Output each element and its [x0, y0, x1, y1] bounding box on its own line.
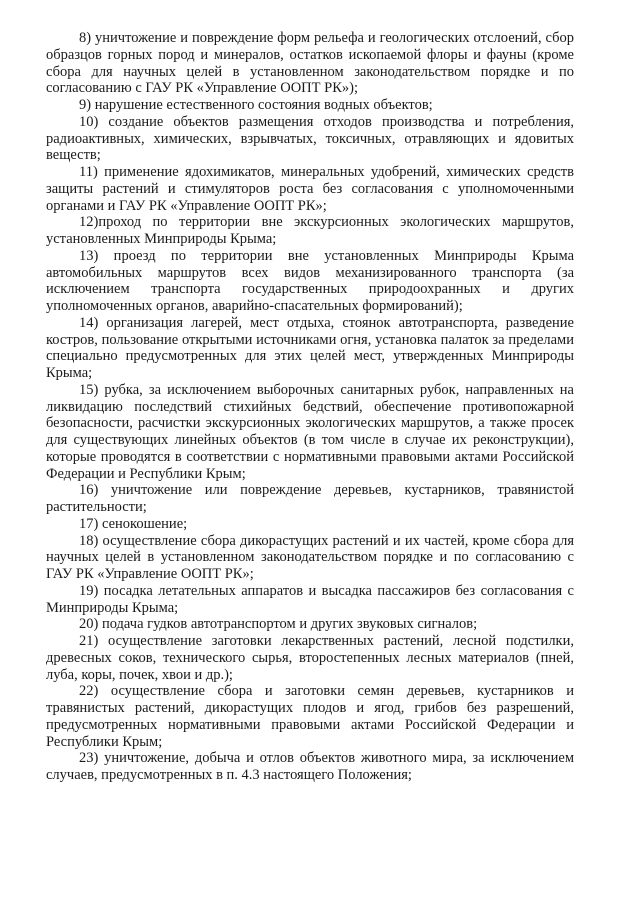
clause-9: 9) нарушение естественного состояния водных объектов;	[79, 97, 433, 113]
document-page	[46, 30, 574, 784]
clause-10: 10) создание объектов размещения отходов производства и потребления, радиоактивных, химических, взрывчатых, токсичных, отравляющих и ядовитых веществ;	[46, 113, 574, 164]
clause-14: 14) организация лагерей, мест отдыха, стоянок автотранспорта, разведение костров, пользование открытыми источниками огня, установка палаток за пределами специально предусмотренных для этих целей мест, утвержденных Минприроды Крыма;	[46, 314, 574, 381]
clause-20: 20) подача гудков автотранспортом и других звуковых сигналов;	[79, 616, 478, 633]
clause-15: 15) рубка, за исключением выборочных санитарных рубок, направленных на ликвидацию последствий стихийных бедствий, обеспечение противопожарной безопасности, расчистки экскурсионных экологических маршрутов, а также просек для существующих линейных объектов (в том числе в случае их реконструкции), которые проводятся в соответствии с нормативными правовыми актами Российской Федерации и Республики Крым;	[46, 381, 574, 482]
clause-12: 12)проход по территории вне экскурсионных экологических маршрутов, установленных Минприроды Крыма;	[46, 214, 574, 247]
clause-8: 8) уничтожение и повреждение форм рельефа и геологических отслоений, сбор образцов горных пород и минералов, остатков ископаемой флоры и фауны (кроме сбора для научных целей в установленном законодательством порядке и по согласованию с ГАУ РК «Управление ООПТ РК»);	[46, 30, 574, 97]
clause-18: 18) осуществление сбора дикорастущих растений и их частей, кроме сбора для научных целей в установленном законодательством порядке и по согласованию с ГАУ РК «Управление ООПТ РК»;	[46, 532, 574, 582]
clause-11: 11) применение ядохимикатов, минеральных удобрений, химических средств защиты растений и стимуляторов роста без согласования с уполномоченными органами и ГАУ РК «Управление ООПТ РК»;	[46, 164, 574, 214]
clause-16: 16) уничтожение или повреждение деревьев, кустарников, травянистой растительности;	[46, 482, 574, 515]
clause-17: 17) сенокошение;	[79, 515, 188, 532]
clause-21: 21) осуществление заготовки лекарственных растений, лесной подстилки, древесных соков, технического сырья, второстепенных лесных материалов (пней, луба, коры, почек, хвои и др.);	[46, 633, 574, 683]
clause-13: 13) проезд по территории вне установленных Минприроды Крыма автомобильных маршрутов всех видов механизированного транспорта (за исключением транспорта государственных природоохранных и других уполномоченных органов, аварийно-спасательных формирований);	[46, 247, 574, 314]
clause-23: 23) уничтожение, добыча и отлов объектов животного мира, за исключением случаев, предусмотренных в п. 4.3 настоящего Положения;	[46, 750, 574, 783]
clause-22: 22) осуществление сбора и заготовки семян деревьев, кустарников и травянистых растений, дикорастущих плодов и ягод, грибов без разрешений, предусмотренных нормативными правовыми актами Российской Федерации и Республики Крым;	[46, 683, 574, 750]
clause-19: 19) посадка летательных аппаратов и высадка пассажиров без согласования с Минприроды Крыма;	[46, 582, 574, 616]
